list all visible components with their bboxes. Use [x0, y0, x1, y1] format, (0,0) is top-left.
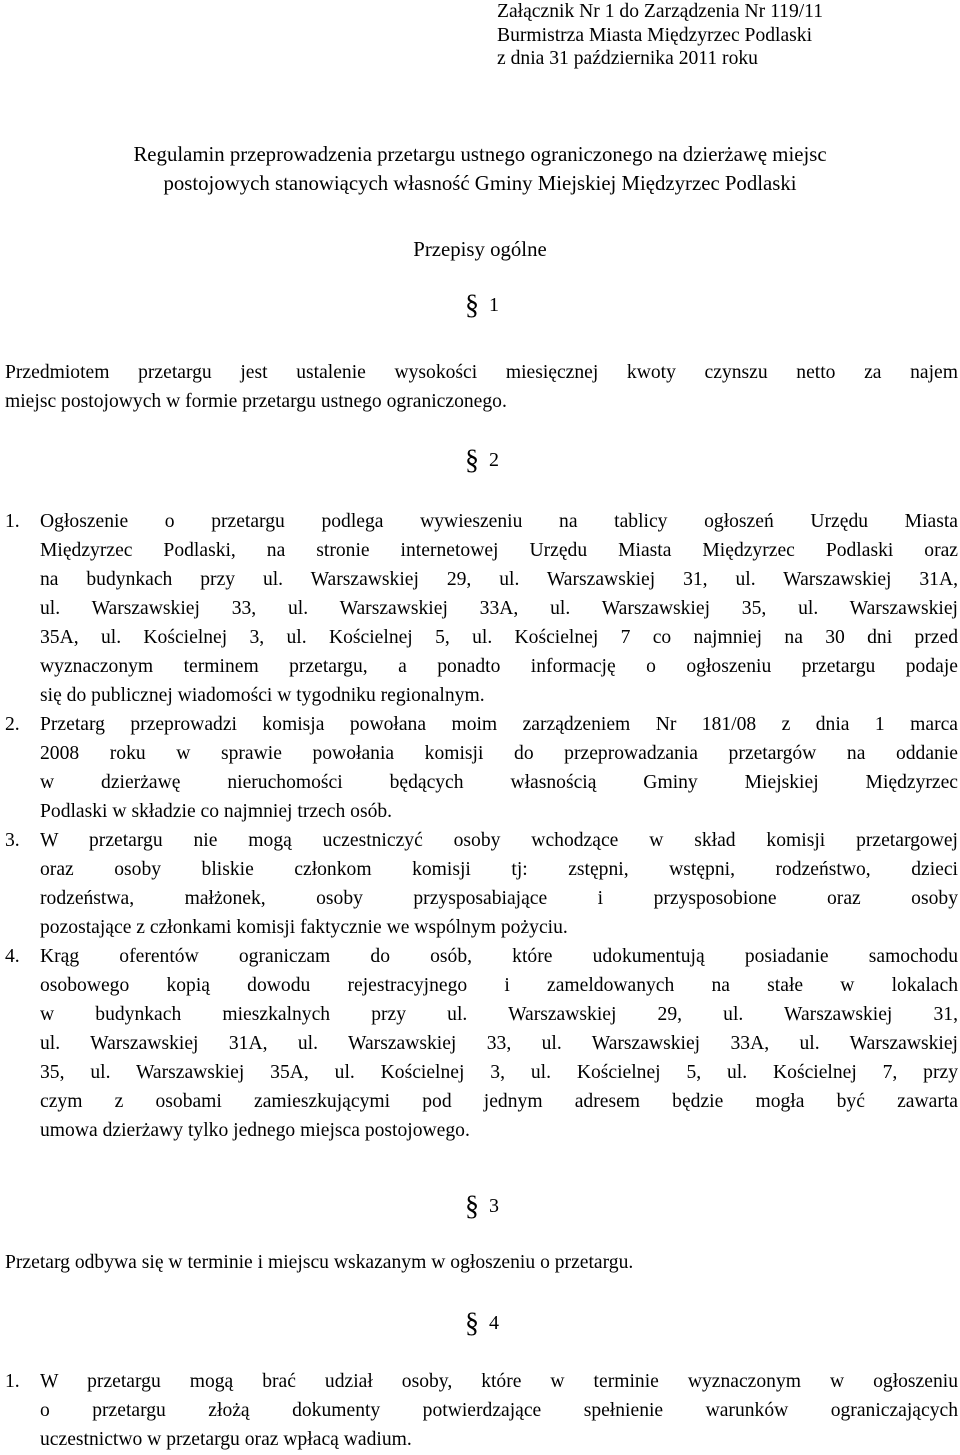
text-line: oraz osoby bliskie członkom komisji tj: zstępni, wstępni, rodzeństwo, dzieci — [40, 859, 958, 880]
paragraph-4-heading — [465, 1308, 499, 1340]
text-line: 35A, ul. Kościelnej 3, ul. Kościelnej 5, ul. Kościelnej 7 co najmniej na 30 dni przed — [40, 627, 958, 648]
list-item — [5, 942, 958, 1145]
paragraph-1-text — [5, 358, 958, 416]
paragraph-4-list — [5, 1367, 958, 1454]
text-line: czym z osobami zamieszkującymi pod jednym adresem będzie mogła być zawarta — [40, 1091, 958, 1112]
section-sign: § — [465, 445, 479, 476]
title-line-2: postojowych stanowiących własność Gminy Miejskiej Międzyrzec Podlaski — [163, 172, 797, 195]
text-line: Ogłoszenie o przetargu podlega wywieszeniu na tablicy ogłoszeń Urzędu Miasta — [40, 511, 958, 532]
paragraph-number: 3 — [489, 1195, 499, 1217]
list-item — [5, 710, 958, 826]
text-line: 2008 roku w sprawie powołania komisji do przeprowadzania przetargów na oddanie — [40, 743, 958, 764]
text-line: rodzeństwa, małżonek, osoby przysposabiające i przysposobione oraz osoby — [40, 888, 958, 909]
paragraph-number: 1 — [489, 294, 499, 316]
list-item — [5, 1367, 958, 1454]
text-line: umowa dzierżawy tylko jednego miejsca postojowego. — [40, 1120, 470, 1141]
item-number: 1. — [5, 511, 20, 532]
paragraph-number: 4 — [489, 1312, 499, 1334]
text-line: na budynkach przy ul. Warszawskiej 29, ul. Warszawskiej 31, ul. Warszawskiej 31A, — [40, 569, 958, 590]
text-line: Krąg oferentów ograniczam do osób, które udokumentują posiadanie samochodu — [40, 946, 958, 967]
text-line: Przetarg odbywa się w terminie i miejscu wskazanym w ogłoszeniu o przetargu. — [5, 1252, 634, 1273]
text-line: w dzierżawę nieruchomości będących własnością Gminy Miejskiej Międzyrzec — [40, 772, 958, 793]
text-line: Przedmiotem przetargu jest ustalenie wysokości miesięcznej kwoty czynszu netto za najem — [5, 362, 958, 383]
text-line: W przetargu nie mogą uczestniczyć osoby wchodzące w skład komisji przetargowej — [40, 830, 958, 851]
text-line: uczestnictwo w przetargu oraz wpłacą wadium. — [40, 1429, 412, 1450]
section-sign: § — [465, 1308, 479, 1339]
header-line-2: Burmistrza Miasta Międzyrzec Podlaski — [497, 24, 813, 46]
item-number: 3. — [5, 830, 20, 851]
item-number: 2. — [5, 714, 20, 735]
text-line: osobowego kopią dowodu rejestracyjnego i zameldowanych na stałe w lokalach — [40, 975, 958, 996]
header-line-1: Załącznik Nr 1 do Zarządzenia Nr 119/11 — [497, 1, 824, 22]
paragraph-number: 2 — [489, 449, 499, 471]
text-line: miejsc postojowych w formie przetargu ustnego ograniczonego. — [5, 391, 507, 412]
paragraph-2-heading — [465, 445, 499, 477]
item-1-continuation — [5, 536, 958, 710]
list-item — [5, 507, 958, 536]
text-line: Międzyrzec Podlaski, na stronie internetowej Urzędu Miasta Międzyrzec Podlaski oraz — [40, 540, 958, 561]
text-line: ul. Warszawskiej 31A, ul. Warszawskiej 33, ul. Warszawskiej 33A, ul. Warszawskiej — [40, 1033, 958, 1054]
text-line: się do publicznej wiadomości w tygodniku regionalnym. — [40, 685, 485, 706]
text-line: ul. Warszawskiej 33, ul. Warszawskiej 33A, ul. Warszawskiej 35, ul. Warszawskiej — [40, 598, 958, 619]
text-line: 35, ul. Warszawskiej 35A, ul. Kościelnej 3, ul. Kościelnej 5, ul. Kościelnej 7, przy — [40, 1062, 958, 1083]
text-line: W przetargu mogą brać udział osoby, które w terminie wyznaczonym w ogłoszeniu — [40, 1371, 958, 1392]
item-number: 1. — [5, 1371, 20, 1392]
paragraph-3-text — [5, 1248, 958, 1277]
text-line: wyznaczonym terminem przetargu, a ponadto informację o ogłoszeniu przetargu podaje — [40, 656, 958, 677]
header-line-3: z dnia 31 października 2011 roku — [497, 48, 758, 69]
item-number: 4. — [5, 946, 20, 967]
text-line: Przetarg przeprowadzi komisja powołana moim zarządzeniem Nr 181/08 z dnia 1 marca — [40, 714, 958, 735]
section-title: Przepisy ogólne — [413, 238, 547, 261]
paragraph-3-heading — [465, 1191, 499, 1223]
section-sign: § — [465, 1191, 479, 1222]
text-line: Podlaski w składzie co najmniej trzech osób. — [40, 801, 393, 822]
text-line: pozostające z członkami komisji faktycznie we wspólnym pożyciu. — [40, 917, 568, 938]
paragraph-2-list — [5, 507, 958, 1145]
text-line: w budynkach mieszkalnych przy ul. Warszawskiej 29, ul. Warszawskiej 31, — [40, 1004, 958, 1025]
text-line: o przetargu złożą dokumenty potwierdzające spełnienie warunków ograniczających — [40, 1400, 958, 1421]
list-item — [5, 826, 958, 942]
paragraph-1-heading — [465, 290, 499, 322]
document-title — [0, 140, 960, 198]
attachment-header — [497, 0, 823, 71]
title-line-1: Regulamin przeprowadzenia przetargu ustnego ograniczonego na dzierżawę miejsc — [133, 143, 827, 166]
section-sign: § — [465, 290, 479, 321]
